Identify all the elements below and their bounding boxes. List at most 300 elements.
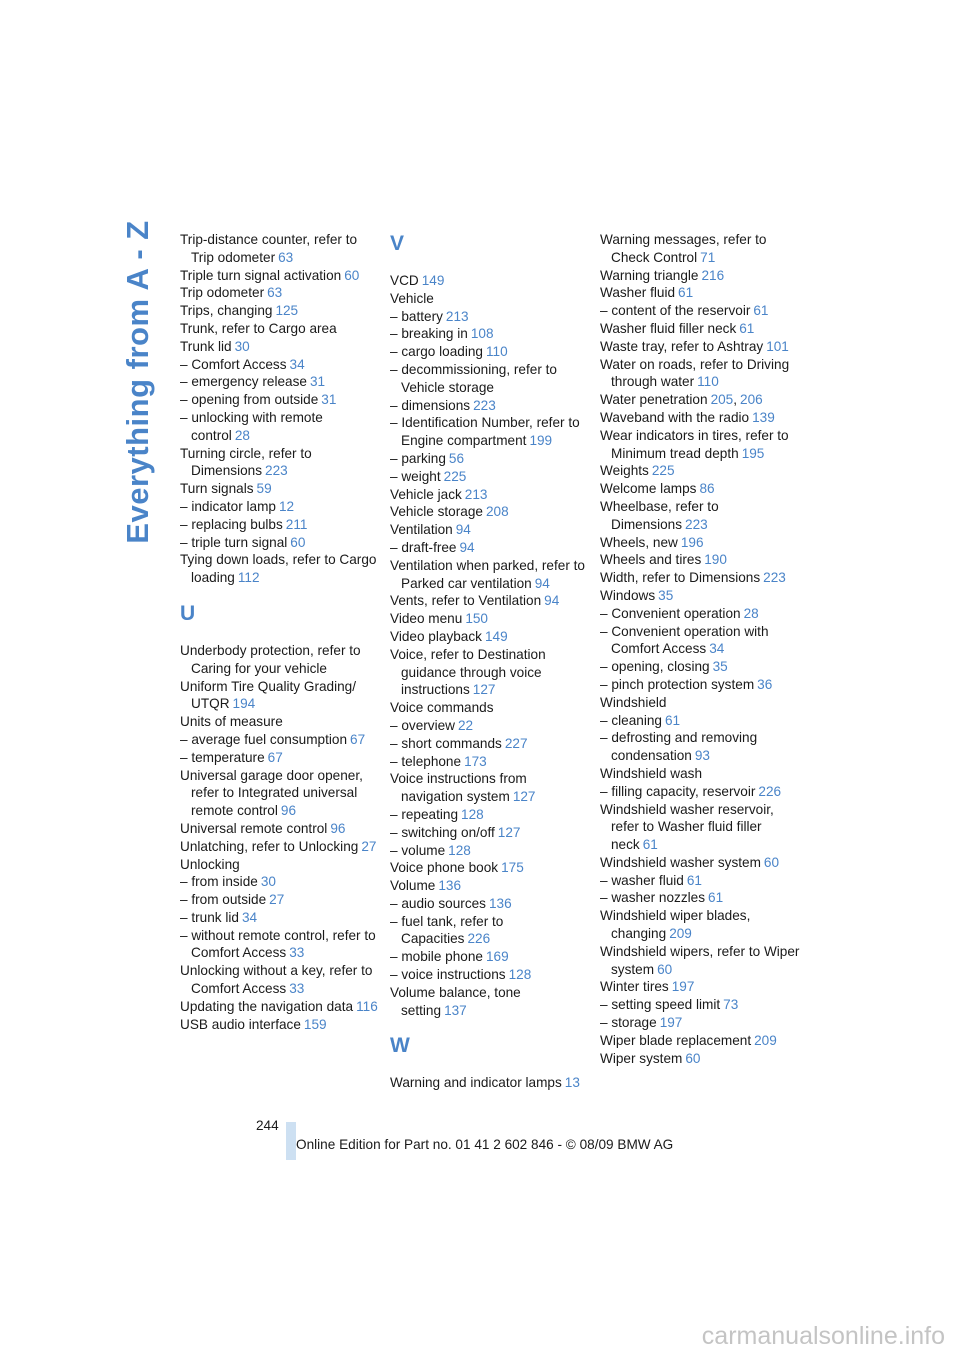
page-ref-link[interactable]: 34 — [289, 356, 305, 372]
page-ref-link[interactable]: 36 — [757, 676, 773, 692]
index-term: Warning messages, refer to Check Control — [600, 232, 767, 265]
index-entry — [600, 284, 800, 302]
page-ref-link[interactable]: 127 — [497, 824, 521, 840]
index-entry — [180, 713, 380, 731]
index-entry — [180, 391, 380, 409]
page-ref-link[interactable]: 63 — [278, 249, 294, 265]
page-ref-link[interactable]: 223 — [685, 516, 708, 532]
index-term: Triple turn signal activation — [180, 267, 342, 283]
page-ref-link[interactable]: 73 — [723, 997, 739, 1013]
index-entry — [600, 765, 800, 783]
index-term: – Convenient operation with Comfort Access — [600, 623, 769, 657]
index-entry — [180, 767, 380, 820]
page-ref-link[interactable]: 197 — [659, 1015, 683, 1031]
index-entry — [600, 320, 800, 338]
index-entry — [390, 699, 590, 717]
index-term: Trip-distance counter, refer to Trip odometer — [180, 232, 358, 265]
index-term: Ventilation — [390, 522, 453, 538]
index-term: – voice instructions — [390, 967, 506, 983]
page-ref-link[interactable]: 63 — [267, 285, 283, 301]
index-entry — [600, 498, 800, 534]
index-entry — [390, 948, 590, 966]
page-ref-link[interactable]: 127 — [472, 682, 496, 698]
index-term: Voice, refer to Destination guidance through voice instructions — [390, 646, 546, 698]
index-entry — [180, 749, 380, 767]
page-ref-link[interactable]: 35 — [712, 659, 728, 675]
index-entry — [390, 343, 590, 361]
index-entry — [600, 267, 800, 285]
page-ref-link[interactable]: 94 — [459, 539, 475, 555]
index-term: Uniform Tire Quality Grading/ UTQR — [180, 678, 357, 712]
page-ref-link[interactable]: 59 — [256, 481, 272, 497]
page-ref-link[interactable]: 34 — [241, 909, 258, 925]
index-entry — [600, 783, 800, 801]
index-entry — [180, 909, 380, 927]
index-term: – parking — [390, 450, 446, 466]
index-entry — [390, 308, 590, 326]
watermark: carmanualsonline.info — [701, 1322, 945, 1350]
index-term: – from outside — [180, 892, 267, 908]
index-entry — [600, 391, 800, 409]
page-ref-link[interactable]: 226 — [467, 931, 491, 947]
index-term: USB audio interface — [180, 1016, 301, 1032]
index-entry — [180, 498, 380, 516]
page-ref-link[interactable]: 211 — [285, 516, 308, 532]
page-ref-link[interactable]: 223 — [763, 570, 786, 586]
index-entry — [390, 984, 590, 1020]
page-ref-link[interactable]: 94 — [455, 522, 471, 538]
page-ref-link[interactable]: 61 — [686, 872, 702, 888]
index-entry — [390, 468, 590, 486]
page-ref-link[interactable]: 150 — [465, 611, 488, 627]
index-term: – short commands — [390, 735, 502, 751]
index-term: Unlatching, refer to Unlocking — [180, 838, 359, 854]
index-term: – decommissioning, refer to Vehicle storage — [390, 361, 557, 395]
index-entry — [390, 592, 590, 610]
page-ref-link[interactable]: 35 — [658, 587, 674, 603]
index-term: – cleaning — [600, 712, 662, 728]
index-entry — [600, 676, 800, 694]
index-term: – triple turn signal — [180, 534, 288, 550]
index-term: Universal remote control — [180, 820, 328, 836]
index-term: Water on roads, refer to Driving through water — [600, 356, 790, 390]
page-ref-link[interactable]: 223 — [473, 397, 496, 413]
index-entry — [390, 414, 590, 450]
index-term: – telephone — [390, 753, 462, 769]
index-letter-heading: V — [390, 232, 405, 255]
index-entry — [390, 753, 590, 771]
index-term: Wheelbase, refer to Dimensions — [600, 498, 719, 532]
index-term: Windshield wash — [600, 765, 702, 781]
index-term: Vehicle jack — [390, 486, 462, 502]
page-ref-link[interactable]: 205 — [710, 392, 734, 408]
index-entry — [180, 838, 380, 856]
index-term: – from inside — [180, 874, 258, 890]
index-entry — [600, 587, 800, 605]
index-term: Units of measure — [180, 714, 283, 730]
page-ref-link[interactable]: 34 — [709, 641, 725, 657]
index-entry — [390, 966, 590, 984]
index-term: Warning triangle — [600, 267, 699, 283]
index-entry — [390, 450, 590, 468]
index-entry — [390, 503, 590, 521]
index-term: – average fuel consumption — [180, 731, 348, 747]
page-ref-link[interactable]: 71 — [700, 249, 716, 265]
page-ref-link[interactable]: 101 — [766, 338, 789, 354]
index-entry — [600, 480, 800, 498]
index-letter-heading: W — [390, 1034, 410, 1058]
index-letter-heading: U — [180, 601, 196, 625]
page-ref-link[interactable]: 60 — [763, 854, 780, 870]
page-ref-link[interactable]: 60 — [685, 1050, 701, 1066]
index-entry — [180, 731, 380, 749]
index-term: Winter tires — [600, 979, 669, 995]
page-ref-link[interactable]: 22 — [457, 717, 474, 733]
index-entry — [600, 801, 800, 854]
page-ref-link[interactable]: 128 — [508, 967, 532, 983]
index-entry — [180, 356, 380, 374]
index-term: Unlocking without a key, refer to Comfort Access — [180, 963, 373, 997]
index-term: Windows — [600, 587, 656, 603]
index-entry — [390, 842, 590, 860]
index-term: – indicator lamp — [180, 498, 276, 514]
index-term: – volume — [390, 842, 446, 858]
index-term: Trunk lid — [180, 338, 232, 354]
index-term: VCD — [390, 273, 419, 288]
page-ref-link[interactable]: 149 — [484, 628, 508, 644]
index-term: – temperature — [180, 749, 265, 765]
page-ref-link[interactable]: 149 — [421, 273, 445, 288]
section-side-title — [118, 220, 158, 544]
index-term: Vehicle — [390, 290, 434, 306]
index-term: – Identification Number, refer to Engine compartment — [390, 415, 580, 449]
index-entry — [600, 694, 800, 712]
page-ref-link[interactable]: 125 — [275, 303, 299, 319]
page-ref-link[interactable]: 136 — [438, 878, 462, 894]
page-ref-link[interactable]: 169 — [485, 949, 509, 965]
page-ref-link[interactable]: 213 — [464, 486, 488, 502]
index-entry — [180, 891, 380, 909]
index-entry — [600, 1014, 800, 1032]
page-ref-link[interactable]: 67 — [267, 749, 283, 765]
page-ref-link[interactable]: 27 — [269, 892, 285, 908]
page-ref-link[interactable]: 112 — [237, 570, 260, 586]
page-ref-link[interactable]: 128 — [461, 806, 484, 822]
index-entry — [180, 516, 380, 534]
page-ref-link[interactable]: 27 — [361, 838, 377, 854]
index-entry — [180, 551, 380, 587]
index-term: Wiper blade replacement — [600, 1032, 752, 1048]
index-entry — [180, 373, 380, 391]
page-ref-link[interactable]: 61 — [753, 303, 769, 319]
page-ref-link[interactable]: 209 — [669, 926, 692, 942]
index-entry — [390, 770, 590, 806]
index-term: – storage — [600, 1015, 657, 1031]
index-entry — [390, 397, 590, 415]
page-ref-link[interactable]: 227 — [504, 735, 528, 751]
index-entry — [390, 735, 590, 753]
index-term: – Comfort Access — [180, 356, 287, 372]
page-ref-link[interactable]: 86 — [699, 481, 715, 497]
index-entry — [600, 996, 800, 1014]
page-ref-link[interactable]: 226 — [758, 783, 782, 799]
index-entry — [600, 427, 800, 463]
page-ref-link[interactable]: 93 — [694, 748, 710, 764]
index-term: Volume balance, tone setting — [390, 984, 521, 1018]
page-ref-link[interactable]: 33 — [289, 981, 305, 997]
index-term: Wheels, new — [600, 534, 678, 550]
index-entry — [600, 712, 800, 730]
index-term: – breaking in — [390, 326, 468, 342]
index-term: Windshield washer system — [600, 854, 761, 870]
page-ref-link[interactable]: 30 — [260, 874, 276, 890]
index-term: Video menu — [390, 611, 463, 627]
index-entry — [600, 1050, 800, 1068]
index-entry — [600, 356, 800, 392]
page-ref-link[interactable]: 206 — [740, 392, 763, 408]
index-entry — [180, 642, 380, 678]
index-entry — [600, 551, 800, 569]
page-ref-link[interactable]: 223 — [265, 463, 288, 479]
page-ref-link[interactable]: 139 — [752, 409, 775, 425]
index-term: Updating the navigation data — [180, 998, 354, 1014]
index-term: Vehicle storage — [390, 504, 483, 520]
index-term: – repeating — [390, 806, 459, 822]
index-term: Vents, refer to Ventilation — [390, 593, 542, 609]
footer-edition-text: Online Edition for Part no. 01 41 2 602 846 - © 08/09 BMW AG — [296, 1137, 674, 1152]
page-ref-link[interactable]: 33 — [289, 945, 305, 961]
index-entry — [600, 943, 800, 979]
index-entry — [180, 998, 380, 1016]
index-entry — [180, 820, 380, 838]
index-entry — [180, 267, 380, 285]
index-entry — [390, 539, 590, 557]
page-ref-link[interactable]: 61 — [642, 837, 658, 853]
index-entry — [180, 962, 380, 998]
page-ref-link[interactable]: 96 — [330, 820, 346, 836]
index-column-3 — [600, 231, 800, 1067]
index-term: – battery — [390, 308, 443, 324]
index-term: – fuel tank, refer to Capacities — [390, 913, 504, 947]
index-term: – audio sources — [390, 895, 486, 911]
page-ref-link[interactable]: 60 — [657, 961, 673, 977]
index-term: – defrosting and removing condensation — [600, 730, 758, 764]
index-entry — [180, 480, 380, 498]
index-entry — [180, 873, 380, 891]
index-entry — [600, 605, 800, 623]
index-entry — [390, 272, 590, 290]
index-term: Voice phone book — [390, 860, 499, 876]
index-entry — [390, 895, 590, 913]
index-entry — [390, 1074, 590, 1092]
page-ref-link[interactable]: 28 — [743, 605, 759, 621]
index-term: Trip odometer — [180, 285, 265, 301]
page-ref-link[interactable]: 31 — [309, 374, 326, 390]
index-term: Turn signals — [180, 481, 254, 497]
index-term: Welcome lamps — [600, 481, 697, 497]
index-term: – trunk lid — [180, 909, 239, 925]
index-term: Volume — [390, 878, 436, 894]
page-ref-link[interactable]: 159 — [303, 1016, 327, 1032]
page-ref-link[interactable]: 137 — [444, 1002, 467, 1018]
index-term: Tying down loads, refer to Cargo loading — [180, 552, 377, 586]
index-entry — [600, 569, 800, 587]
index-term: – draft-free — [390, 539, 457, 555]
page-ref-link[interactable]: 61 — [739, 320, 755, 336]
page-ref-link[interactable]: 216 — [701, 267, 725, 283]
index-entry — [390, 610, 590, 628]
index-column-1 — [180, 231, 380, 1033]
index-term: Trips, changing — [180, 303, 273, 319]
index-entry — [600, 889, 800, 907]
page-ref-link[interactable]: 60 — [344, 267, 360, 283]
index-term: Washer fluid filler neck — [600, 320, 737, 336]
page-ref-link[interactable]: 128 — [448, 842, 471, 858]
index-entry — [600, 907, 800, 943]
index-term: – setting speed limit — [600, 997, 721, 1013]
index-entry — [390, 824, 590, 842]
index-entry — [600, 534, 800, 552]
index-entry — [600, 1032, 800, 1050]
index-entry — [180, 231, 380, 267]
index-entry — [390, 628, 590, 646]
page-ref-link[interactable]: 175 — [501, 860, 524, 876]
index-entry — [390, 859, 590, 877]
index-term: – without remote control, refer to Comfort Access — [180, 927, 376, 961]
index-entry — [600, 462, 800, 480]
index-term: Voice instructions from navigation system — [390, 771, 527, 805]
page-ref-link[interactable]: 213 — [445, 308, 469, 324]
page-ref-link[interactable]: 30 — [234, 338, 250, 354]
index-entry — [390, 290, 590, 308]
index-entry — [600, 854, 800, 872]
index-entry — [390, 521, 590, 539]
index-entry — [180, 856, 380, 874]
index-term: Underbody protection, refer to Caring for your vehicle — [180, 642, 361, 676]
page-ref-link[interactable]: 56 — [448, 450, 465, 466]
index-entry — [600, 623, 800, 659]
page-ref-link[interactable]: 28 — [234, 427, 250, 443]
index-term: Ventilation when parked, refer to Parked car ventilation — [390, 557, 585, 591]
index-term: Video playback — [390, 628, 482, 644]
index-term: – replacing bulbs — [180, 516, 283, 532]
index-term: – opening from outside — [180, 392, 319, 408]
index-term: – opening, closing — [600, 659, 710, 675]
page-ref-link[interactable]: 197 — [671, 979, 695, 995]
page-ref-link[interactable]: 108 — [470, 326, 494, 342]
page-ref-link[interactable]: 195 — [741, 445, 765, 461]
page-ref-link[interactable]: 31 — [321, 392, 337, 408]
index-entry — [390, 361, 590, 397]
index-entry — [600, 658, 800, 676]
index-term: Windshield wiper blades, changing — [600, 908, 751, 942]
page-ref-link[interactable]: 225 — [443, 468, 467, 484]
page-ref-link[interactable]: 61 — [678, 285, 694, 301]
page-ref-link[interactable]: 209 — [754, 1032, 777, 1048]
page-ref-link[interactable]: 199 — [529, 433, 553, 449]
index-entry — [180, 338, 380, 356]
page-ref-link[interactable]: 61 — [664, 712, 681, 728]
index-term: Windshield wipers, refer to Wiper system — [600, 943, 800, 977]
index-entry — [600, 338, 800, 356]
page-ref-link[interactable]: 12 — [278, 498, 295, 514]
index-entry — [390, 913, 590, 949]
page-ref-link[interactable]: 110 — [485, 344, 508, 360]
index-entry — [600, 872, 800, 890]
index-entry — [600, 729, 800, 765]
index-term: Universal garage door opener, refer to Integrated universal remote control — [180, 767, 363, 819]
index-term: – dimensions — [390, 397, 471, 413]
page-ref-link[interactable]: 127 — [512, 789, 536, 805]
page-ref-link[interactable]: 136 — [488, 895, 512, 911]
side-title-text: Everything from A - Z — [120, 220, 155, 544]
index-term: Waste tray, refer to Ashtray — [600, 338, 764, 354]
index-entry — [180, 320, 380, 338]
index-entry — [390, 877, 590, 895]
page-ref-link[interactable]: 173 — [464, 753, 487, 769]
index-term: – filling capacity, reservoir — [600, 783, 756, 799]
index-column-2 — [390, 231, 590, 1092]
index-term: Wheels and tires — [600, 552, 702, 568]
index-term: – weight — [390, 468, 441, 484]
index-entry — [180, 534, 380, 552]
index-entry — [180, 927, 380, 963]
index-entry — [600, 231, 800, 267]
index-term: – cargo loading — [390, 344, 483, 360]
page-ref-link[interactable]: 94 — [544, 593, 560, 609]
index-entry — [180, 302, 380, 320]
index-term: – washer nozzles — [600, 890, 706, 906]
index-term: Windshield washer reservoir, refer to Washer fluid filler neck — [600, 801, 774, 853]
index-term: – mobile phone — [390, 949, 483, 965]
page-ref-link[interactable]: 194 — [232, 696, 256, 712]
page-ref-link[interactable]: 110 — [697, 374, 719, 390]
index-entry — [390, 557, 590, 593]
index-term: Trunk, refer to Cargo area — [180, 320, 337, 336]
page-ref-link[interactable]: 61 — [708, 890, 724, 906]
page-ref-link[interactable]: 196 — [680, 534, 704, 550]
index-term: Waveband with the radio — [600, 409, 750, 425]
index-term: – emergency release — [180, 374, 307, 390]
index-term: – overview — [390, 717, 455, 733]
index-term: Warning and indicator lamps — [390, 1075, 562, 1091]
page-ref-separator: , — [733, 392, 738, 408]
index-entry — [390, 325, 590, 343]
page-ref-link[interactable]: 60 — [290, 534, 306, 550]
index-term: Windshield — [600, 694, 667, 710]
page-ref-link[interactable]: 96 — [280, 803, 297, 819]
page-ref-link[interactable]: 94 — [534, 575, 550, 591]
page-ref-link[interactable]: 208 — [485, 504, 509, 520]
page-ref-link[interactable]: 116 — [356, 998, 378, 1014]
index-term: – Convenient operation — [600, 605, 741, 621]
index-entry — [180, 1016, 380, 1034]
index-term: Water penetration — [600, 392, 708, 408]
page-ref-link[interactable]: 13 — [564, 1075, 580, 1091]
index-term: – content of the reservoir — [600, 303, 751, 319]
page-ref-link[interactable]: 225 — [651, 463, 675, 479]
index-term: Wiper system — [600, 1050, 683, 1066]
page-ref-link[interactable]: 67 — [350, 731, 366, 747]
index-entry — [600, 409, 800, 427]
index-term: Wear indicators in tires, refer to Minimum tread depth — [600, 427, 789, 461]
index-term: – unlocking with remote control — [180, 409, 323, 443]
index-entry — [180, 678, 380, 714]
index-term: Washer fluid — [600, 285, 676, 301]
page-ref-link[interactable]: 190 — [704, 552, 727, 568]
index-term: Unlocking — [180, 856, 240, 872]
index-entry — [180, 445, 380, 481]
